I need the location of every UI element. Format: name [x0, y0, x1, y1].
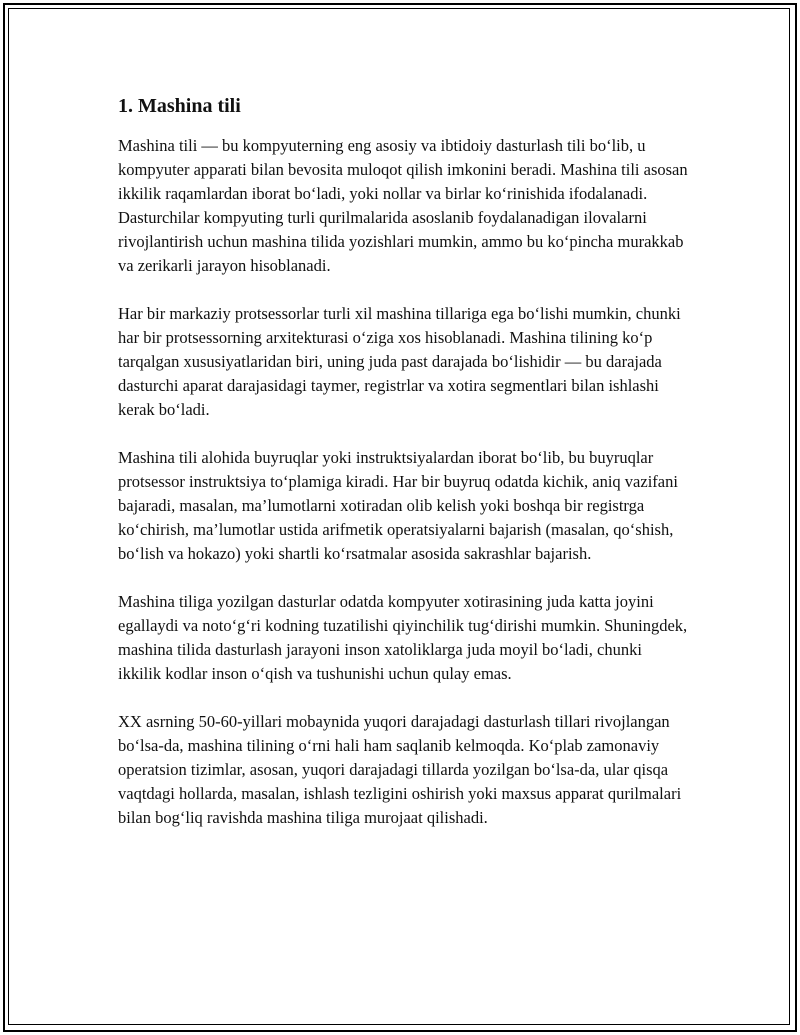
- paragraph-1: Mashina tili — bu kompyuterning eng asosiy va ibtidoiy dasturlash tili bo‘lib, u kompyuter apparati bilan bevosita muloqot qilish imkonini beradi. Mashina tili asosan ikkilik raqamlardan iborat bo‘ladi, yoki nollar va birlar ko‘rinishida ifodalanadi. Dasturchilar kompyuting turli qurilmalarida asoslanib foydalanadigan ilovalarni rivojlantirish uchun mashina tilida yozishlari mumkin, ammo bu ko‘pincha murakkab va zerikarli jarayon hisoblanadi.: [118, 136, 688, 275]
- paragraph-5: XX asrning 50-60-yillari mobaynida yuqori darajadagi dasturlash tillari rivojlangan bo‘lsa-da, mashina tilining o‘rni hali ham saqlanib kelmoqda. Ko‘plab zamonaviy operatsion tizimlar, asosan, yuqori darajadagi tillarda yozilgan bo‘lsa-da, ular qisqa vaqtdagi hollarda, masalan, ishlash tezligini oshirish yoki maxsus apparat qurilmalari bilan bog‘liq ravishda mashina tiliga murojaat qilishadi.: [118, 712, 682, 827]
- document-body: [118, 93, 688, 854]
- section-heading: 1. Mashina tili: [118, 95, 241, 117]
- paragraph-3: Mashina tili alohida buyruqlar yoki instruktsiyalardan iborat bo‘lib, bu buyruqlar protsessor instruktsiya to‘plamiga kiradi. Har bir buyruq odatda kichik, aniq vazifani bajaradi, masalan, ma’lumotlarni xotiradan olib kelish yoki boshqa bir registrga ko‘chirish, ma’lumotlar ustida arifmetik operatsiyalarni bajarish (masalan, qo‘shish, bo‘lish va hokazo) yoki shartli ko‘rsatmalar asosida sakrashlar bajarish.: [118, 448, 678, 563]
- paragraph-4: Mashina tiliga yozilgan dasturlar odatda kompyuter xotirasining juda katta joyini egallaydi va noto‘g‘ri kodning tuzatilishi qiyinchilik tug‘dirishi mumkin. Shuningdek, mashina tilida dasturlash jarayoni inson xatoliklarga juda moyil bo‘ladi, chunki ikkilik kodlar inson o‘qish va tushunishi uchun qulay emas.: [118, 592, 688, 683]
- paragraph-2: Har bir markaziy protsessorlar turli xil mashina tillariga ega bo‘lishi mumkin, chunki har bir protsessorning arxitekturasi o‘ziga xos hisoblanadi. Mashina tilining ko‘p tarqalgan xususiyatlaridan biri, uning juda past darajada bo‘lishidir — bu darajada dasturchi aparat darajasidagi taymer, registrlar va xotira segmentlari bilan ishlashi kerak bo‘ladi.: [118, 304, 681, 419]
